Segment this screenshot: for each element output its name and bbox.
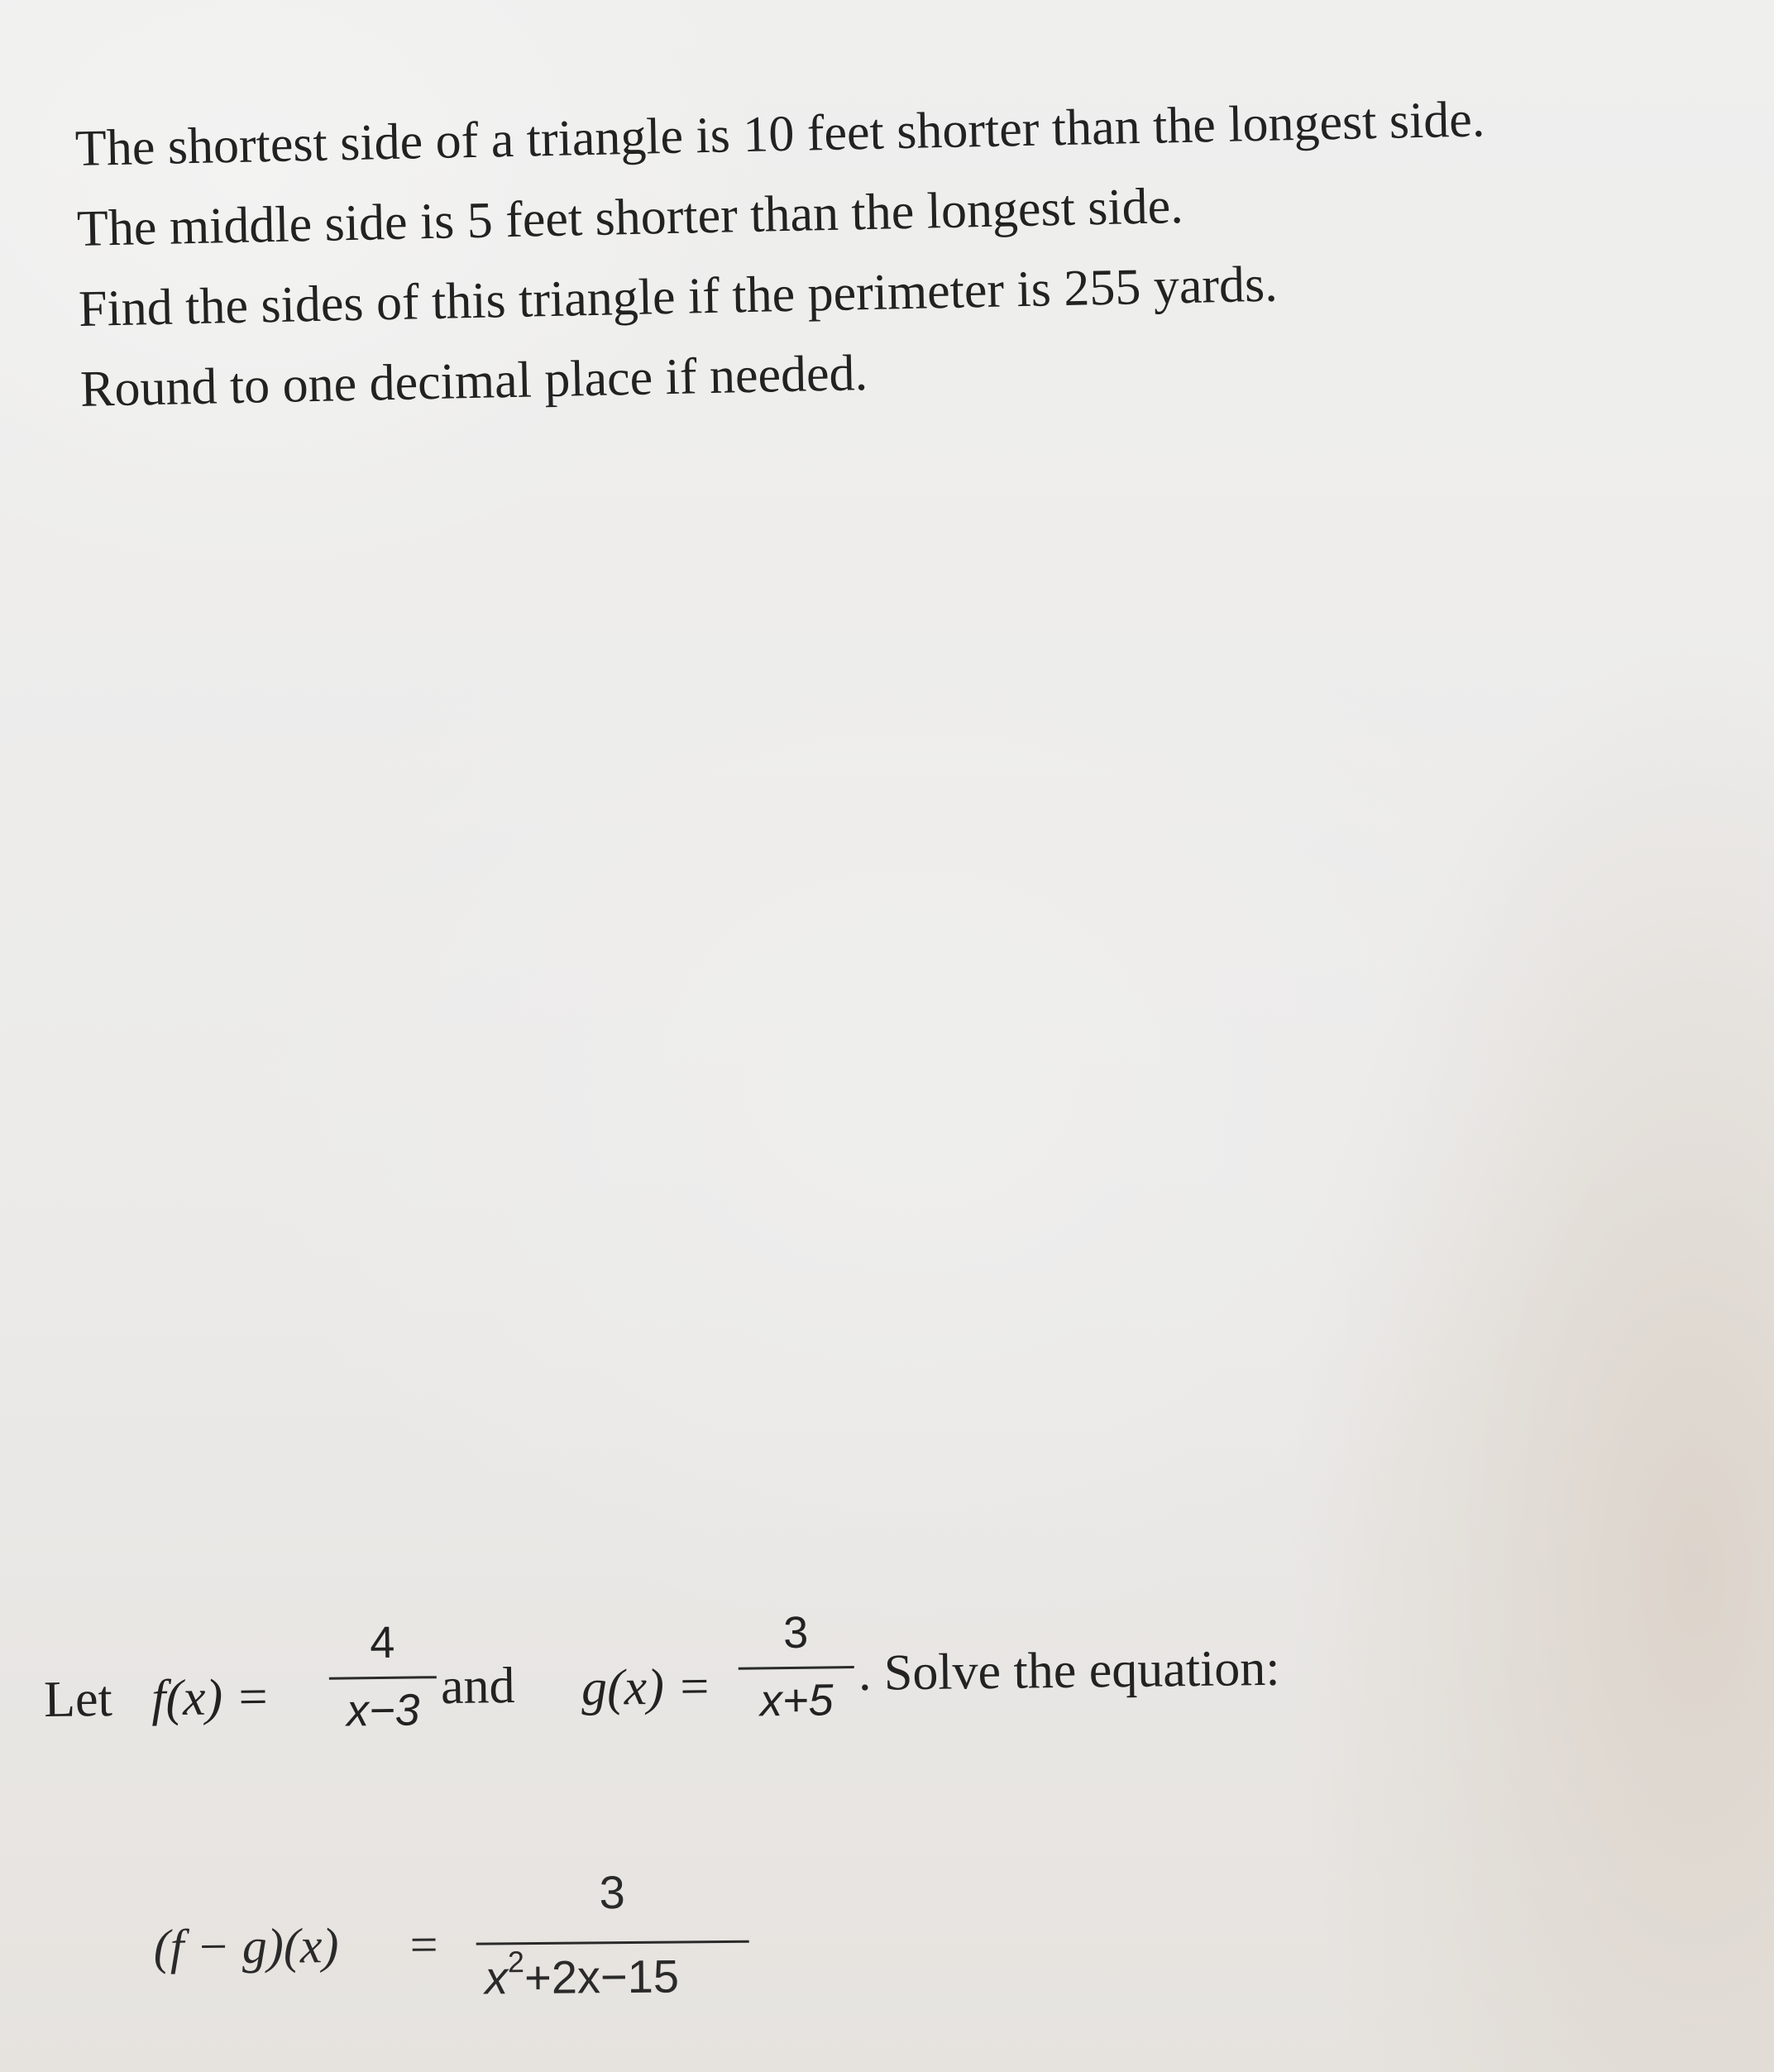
problem-line-4: Round to one decimal place if needed. — [79, 344, 868, 418]
g-definition-lhs: g(x) = — [581, 1658, 712, 1717]
denominator-exponent: 2 — [507, 1945, 525, 1979]
f-definition-lhs: f(x) = — [151, 1668, 270, 1727]
target-equation — [153, 1866, 816, 2027]
f-fraction-bar — [329, 1676, 437, 1680]
equation-numerator: 3 — [599, 1866, 626, 1919]
f-denominator: x−3 — [346, 1685, 420, 1736]
let-word: Let — [43, 1670, 113, 1728]
g-denominator: x+5 — [759, 1675, 834, 1726]
denominator-rest: +2x−15 — [524, 1950, 680, 2004]
problem-line-1: The shortest side of a triangle is 10 feet shorter than the longest side. — [74, 91, 1485, 177]
equation-lhs: (f − g)(x) — [153, 1918, 339, 1974]
f-numerator: 4 — [369, 1617, 395, 1668]
triangle-problem — [74, 74, 1735, 430]
g-numerator: 3 — [782, 1607, 809, 1658]
function-problem — [43, 1601, 1740, 1754]
problem-line-3: Find the sides of this triangle if the perimeter is 255 yards. — [78, 256, 1279, 337]
denominator-x: x — [484, 1951, 509, 2004]
equation-denominator — [484, 1945, 680, 2004]
g-fraction-bar — [739, 1666, 854, 1670]
solve-instruction: . Solve the equation: — [858, 1639, 1280, 1701]
equation-equals: = — [409, 1916, 438, 1973]
problem-line-2: The middle side is 5 feet shorter than the longest side. — [76, 177, 1184, 257]
and-word: and — [440, 1658, 515, 1716]
